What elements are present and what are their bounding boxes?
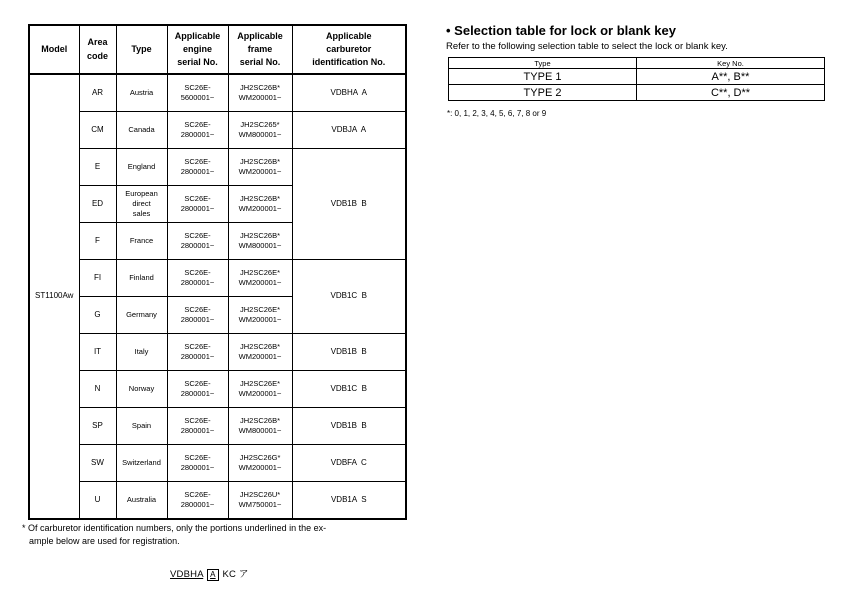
frame-serial-cell: JH2SC26B* WM200001~ — [228, 149, 292, 186]
table-header-row — [29, 25, 406, 74]
engine-serial-cell: SC26E- 2800001~ — [167, 149, 228, 186]
footnote-line-1: * Of carburetor identification numbers, only the portions underlined in the ex- — [22, 523, 327, 533]
footnote-line-2: ample below are used for registration. — [29, 536, 180, 547]
key-type-cell: TYPE 2 — [449, 85, 637, 101]
carburetor-id-cell: VDB1C B — [292, 371, 406, 408]
selection-description: Refer to the following selection table to select the lock or blank key. — [446, 41, 728, 52]
area-code-cell: AR — [79, 74, 116, 112]
selection-title: • Selection table for lock or blank key — [446, 23, 676, 38]
engine-serial-cell: SC26E- 2800001~ — [167, 223, 228, 260]
type-cell: Switzerland — [116, 445, 167, 482]
type-cell: Germany — [116, 297, 167, 334]
key-type-cell: TYPE 1 — [449, 69, 637, 85]
table-row — [29, 260, 406, 297]
type-cell: Australia — [116, 482, 167, 520]
carburetor-id-cell: VDB1B B — [292, 149, 406, 260]
table-row — [29, 371, 406, 408]
table-row — [29, 408, 406, 445]
header-area-code: Area code — [79, 25, 116, 74]
carburetor-id-cell: VDBJA A — [292, 112, 406, 149]
type-cell: England — [116, 149, 167, 186]
area-code-cell: SP — [79, 408, 116, 445]
frame-serial-cell: JH2SC26B* WM200001~ — [228, 334, 292, 371]
table-row — [449, 85, 825, 101]
type-cell: Austria — [116, 74, 167, 112]
engine-serial-cell: SC26E- 2800001~ — [167, 112, 228, 149]
table-row — [29, 149, 406, 186]
table-row — [29, 112, 406, 149]
engine-serial-cell: SC26E- 2800001~ — [167, 297, 228, 334]
area-code-cell: CM — [79, 112, 116, 149]
model-cell: ST1100Aw — [29, 74, 79, 519]
carburetor-id-cell: VDBHA A — [292, 74, 406, 112]
frame-serial-cell: JH2SC26B* WM800001~ — [228, 223, 292, 260]
type-cell: Norway — [116, 371, 167, 408]
frame-serial-cell: JH2SC26B* WM200001~ — [228, 74, 292, 112]
frame-serial-cell: JH2SC26E* WM200001~ — [228, 297, 292, 334]
type-cell: Spain — [116, 408, 167, 445]
key-number-note: *: 0, 1, 2, 3, 4, 5, 6, 7, 8 or 9 — [447, 109, 547, 118]
area-code-cell: F — [79, 223, 116, 260]
header-carburetor-id: Applicable carburetor identification No. — [292, 25, 406, 74]
header-type: Type — [116, 25, 167, 74]
frame-serial-cell: JH2SC26B* WM800001~ — [228, 408, 292, 445]
key-selection-table — [448, 57, 825, 101]
key-table-header-row — [449, 58, 825, 69]
area-code-cell: U — [79, 482, 116, 520]
table-row — [29, 74, 406, 112]
engine-serial-cell: SC26E- 2800001~ — [167, 334, 228, 371]
engine-serial-cell: SC26E- 2800001~ — [167, 408, 228, 445]
area-code-cell: SW — [79, 445, 116, 482]
frame-serial-cell: JH2SC26E* WM200001~ — [228, 371, 292, 408]
frame-serial-cell: JH2SC26B* WM200001~ — [228, 186, 292, 223]
example-underlined-part: VDBHA — [170, 569, 204, 580]
frame-serial-cell: JH2SC265* WM800001~ — [228, 112, 292, 149]
engine-serial-cell: SC26E- 2800001~ — [167, 445, 228, 482]
key-no-cell: A**, B** — [637, 69, 825, 85]
engine-serial-cell: SC26E- 2800001~ — [167, 482, 228, 520]
area-code-cell: ED — [79, 186, 116, 223]
engine-serial-cell: SC26E- 2800001~ — [167, 186, 228, 223]
carburetor-id-cell: VDB1A S — [292, 482, 406, 520]
key-header-type: Type — [449, 58, 637, 69]
carburetor-id-cell: VDBFA C — [292, 445, 406, 482]
header-model: Model — [29, 25, 79, 74]
header-frame-serial: Applicable frame serial No. — [228, 25, 292, 74]
applicable-serial-table — [28, 24, 407, 520]
table-row — [449, 69, 825, 85]
table-row — [29, 445, 406, 482]
carburetor-id-example — [170, 566, 249, 581]
area-code-cell: IT — [79, 334, 116, 371]
frame-serial-cell: JH2SC26U* WM750001~ — [228, 482, 292, 520]
area-code-cell: N — [79, 371, 116, 408]
engine-serial-cell: SC26E- 2800001~ — [167, 260, 228, 297]
area-code-cell: E — [79, 149, 116, 186]
key-header-key-no: Key No. — [637, 58, 825, 69]
carburetor-id-cell: VDB1B B — [292, 408, 406, 445]
area-code-cell: G — [79, 297, 116, 334]
key-no-cell: C**, D** — [637, 85, 825, 101]
table-row — [29, 482, 406, 520]
frame-serial-cell: JH2SC26G* WM200001~ — [228, 445, 292, 482]
carburetor-footnote — [22, 522, 422, 548]
example-boxed-part: A — [207, 569, 219, 581]
type-cell: Finland — [116, 260, 167, 297]
frame-serial-cell: JH2SC26E* WM200001~ — [228, 260, 292, 297]
type-cell: European direct sales — [116, 186, 167, 223]
example-rest: KC ア — [222, 569, 249, 580]
engine-serial-cell: SC26E- 2800001~ — [167, 371, 228, 408]
type-cell: Canada — [116, 112, 167, 149]
table-row — [29, 334, 406, 371]
header-engine-serial: Applicable engine serial No. — [167, 25, 228, 74]
carburetor-id-cell: VDB1C B — [292, 260, 406, 334]
area-code-cell: FI — [79, 260, 116, 297]
type-cell: France — [116, 223, 167, 260]
engine-serial-cell: SC26E- 5600001~ — [167, 74, 228, 112]
carburetor-id-cell: VDB1B B — [292, 334, 406, 371]
type-cell: Italy — [116, 334, 167, 371]
